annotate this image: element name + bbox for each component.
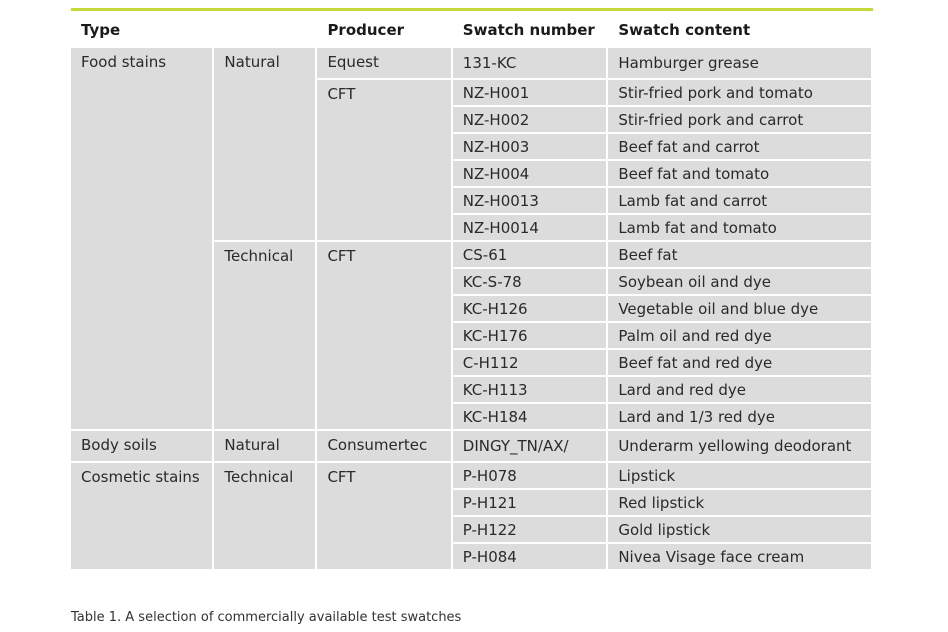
swatch-number-cell: DINGY_TN/AX/: [453, 431, 607, 461]
swatch-number-cell: P-H121: [453, 490, 607, 515]
swatch-content-cell: Beef fat and tomato: [608, 161, 871, 186]
swatch-number-cell: 131-KC: [453, 48, 607, 78]
producer-cell: CFT: [317, 463, 450, 569]
swatch-content-cell: Beef fat and red dye: [608, 350, 871, 375]
header-swatch-content: Swatch content: [608, 13, 871, 46]
swatch-table: [69, 11, 873, 571]
swatch-content-cell: Palm oil and red dye: [608, 323, 871, 348]
table-caption: Table 1. A selection of commercially available test swatches: [71, 610, 462, 625]
swatch-content-cell: Lamb fat and tomato: [608, 215, 871, 240]
swatch-number-cell: KC-H184: [453, 404, 607, 429]
swatch-number-cell: NZ-H004: [453, 161, 607, 186]
swatch-number-cell: NZ-H003: [453, 134, 607, 159]
subtype-cell: Natural: [214, 48, 315, 240]
producer-cell: CFT: [317, 80, 450, 240]
swatch-number-cell: C-H112: [453, 350, 607, 375]
table-row: [71, 48, 871, 78]
header-row: [71, 13, 871, 46]
swatch-number-cell: KC-S-78: [453, 269, 607, 294]
swatch-number-cell: P-H078: [453, 463, 607, 488]
subtype-cell: Technical: [214, 463, 315, 569]
swatch-content-cell: Lard and red dye: [608, 377, 871, 402]
swatch-number-cell: NZ-H0013: [453, 188, 607, 213]
swatch-content-cell: Nivea Visage face cream: [608, 544, 871, 569]
type-cell: Cosmetic stains: [71, 463, 212, 569]
swatch-content-cell: Beef fat: [608, 242, 871, 267]
swatch-content-cell: Stir-fried pork and tomato: [608, 80, 871, 105]
swatch-number-cell: P-H084: [453, 544, 607, 569]
producer-cell: CFT: [317, 242, 450, 429]
type-cell: Body soils: [71, 431, 212, 461]
type-cell: Food stains: [71, 48, 212, 429]
subtype-cell: Technical: [214, 242, 315, 429]
swatch-number-cell: CS-61: [453, 242, 607, 267]
swatch-number-cell: KC-H176: [453, 323, 607, 348]
swatch-content-cell: Lard and 1/3 red dye: [608, 404, 871, 429]
header-subtype: [214, 13, 315, 46]
swatch-content-cell: Red lipstick: [608, 490, 871, 515]
swatch-number-cell: KC-H126: [453, 296, 607, 321]
swatch-content-cell: Underarm yellowing deodorant: [608, 431, 871, 461]
producer-cell: Equest: [317, 48, 450, 78]
swatch-content-cell: Lamb fat and carrot: [608, 188, 871, 213]
swatch-number-cell: NZ-H0014: [453, 215, 607, 240]
swatch-content-cell: Hamburger grease: [608, 48, 871, 78]
header-type: Type: [71, 13, 212, 46]
swatch-number-cell: KC-H113: [453, 377, 607, 402]
swatch-number-cell: P-H122: [453, 517, 607, 542]
swatch-number-cell: NZ-H002: [453, 107, 607, 132]
table-row: [71, 463, 871, 488]
swatch-content-cell: Gold lipstick: [608, 517, 871, 542]
table-container: [71, 8, 873, 571]
producer-cell: Consumertec: [317, 431, 450, 461]
table-row: [71, 431, 871, 461]
swatch-number-cell: NZ-H001: [453, 80, 607, 105]
swatch-content-cell: Vegetable oil and blue dye: [608, 296, 871, 321]
header-producer: Producer: [317, 13, 450, 46]
subtype-cell: Natural: [214, 431, 315, 461]
swatch-content-cell: Beef fat and carrot: [608, 134, 871, 159]
header-swatch-number: Swatch number: [453, 13, 607, 46]
swatch-content-cell: Lipstick: [608, 463, 871, 488]
swatch-content-cell: Soybean oil and dye: [608, 269, 871, 294]
swatch-content-cell: Stir-fried pork and carrot: [608, 107, 871, 132]
